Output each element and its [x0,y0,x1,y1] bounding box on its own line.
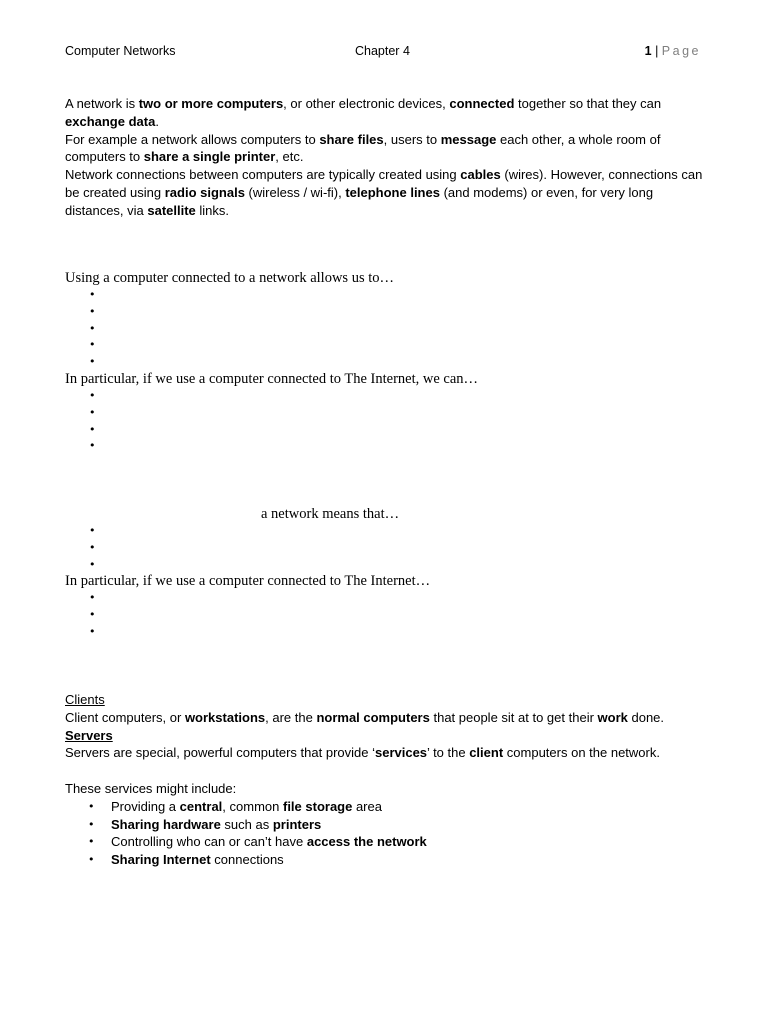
clients-servers-section [65,691,705,869]
intro-definition: A network is two or more computers, or other electronic devices, connected together so that they can exchange data. [65,96,662,129]
advantages-section [65,270,705,455]
header-page-number [645,44,701,58]
services-list-item: • Sharing hardware such as printers [65,816,705,834]
blank-bullet [65,304,705,321]
header-course-title: Computer Networks [65,44,176,58]
disadvantages-internet-lead: In particular, if we use a computer connected to The Internet… [65,573,431,590]
blank-bullet [65,540,705,557]
intro-connections: Network connections between computers are typically created using cables (wires). However, connections can be created using radio signals (wireless / wi-fi), telephone lines (and modems) or even, for very long distances, via satellite links. [65,167,703,218]
blank-bullet [65,321,705,338]
blank-bullet [65,287,705,304]
advantages-blank-list [65,287,705,371]
page-separator: | [655,44,659,58]
services-list-item: • Sharing Internet connections [65,851,705,869]
page-word: Page [661,44,701,58]
blank-bullet [65,624,705,641]
blank-bullet [65,607,705,624]
services-lead: These services might include: [65,780,237,796]
servers-heading: Servers [65,727,113,743]
blank-bullet [65,337,705,354]
blank-bullet [65,438,705,455]
disadvantages-lead: a network means that… [261,506,400,522]
advantages-internet-lead: In particular, if we use a computer connected to The Internet, we can… [65,370,479,387]
clients-heading: Clients [65,692,105,707]
clients-text: Client computers, or workstations, are the normal computers that people sit at to get their work done. [65,709,665,725]
services-list-item: • Controlling who can or can’t have access the network [65,833,705,851]
services-list-item: • Providing a central, common file storage area [65,798,705,816]
intro-paragraphs [65,95,705,220]
blank-bullet [65,557,705,574]
advantages-lead: Using a computer connected to a network allows us to… [65,270,394,286]
servers-text: Servers are special, powerful computers that provide ‘services’ to the client computers on the network. [65,745,660,761]
disadvantages-blank-list [65,523,705,573]
blank-bullet [65,422,705,439]
page-header [65,44,701,62]
blank-bullet [65,354,705,371]
intro-example: For example a network allows computers to share files, users to message each other, a whole room of computers to share a single printer, etc. [65,131,661,165]
page-number: 1 [644,44,652,58]
disadvantages-section [65,506,705,641]
spacer [65,762,705,780]
header-chapter: Chapter 4 [355,44,410,58]
blank-bullet [65,523,705,540]
disadvantages-internet-blank-list [65,590,705,640]
advantages-internet-blank-list [65,388,705,455]
blank-bullet [65,405,705,422]
services-list [65,798,705,869]
blank-bullet [65,388,705,405]
blank-bullet [65,590,705,607]
